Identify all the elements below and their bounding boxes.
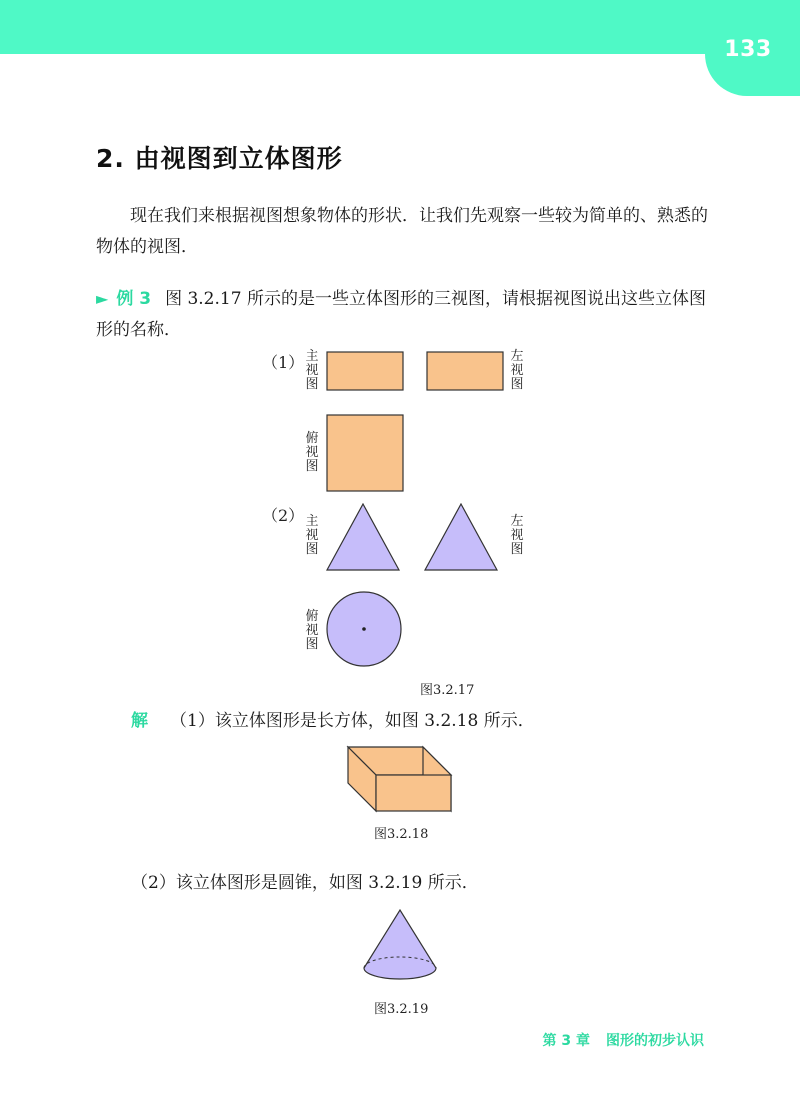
label-char: 主	[305, 349, 319, 364]
solution-label: 解	[131, 711, 148, 731]
label-char: 图	[305, 459, 319, 474]
figure-3-2-18-caption: 图3.2.18	[374, 827, 429, 842]
chapter-footer	[500, 1030, 704, 1050]
top-view-circle	[325, 590, 403, 668]
figure-3-2-17-caption: 图3.2.17	[420, 683, 475, 698]
label-char: 图	[305, 637, 319, 652]
top-view-label-2	[303, 610, 321, 652]
label-char: 左	[510, 349, 524, 364]
label-char: 图	[510, 377, 524, 392]
page-number: 133	[724, 37, 772, 62]
part2-label: （2）	[262, 506, 305, 525]
figure-3-2-19-caption: 图3.2.19	[374, 1002, 429, 1017]
intro-paragraph: 现在我们来根据视图想象物体的形状．让我们先观察一些较为简单的、熟悉的物体的视图．	[96, 206, 708, 257]
left-view-label-2	[508, 515, 526, 557]
section-title: 2. 由视图到立体图形	[96, 144, 343, 173]
label-char: 俯	[305, 431, 319, 446]
label-char: 图	[510, 542, 524, 557]
label-char: 视	[305, 623, 319, 638]
cone-figure	[360, 906, 440, 986]
footer-title: 图形的初步认识	[606, 1033, 704, 1049]
label-char: 俯	[305, 609, 319, 624]
header-band	[0, 0, 800, 54]
solution-part1	[131, 706, 535, 731]
part1-label: （1）	[262, 353, 305, 372]
front-view-triangle	[325, 503, 401, 571]
label-char: 视	[510, 528, 524, 543]
label-char: 图	[305, 377, 319, 392]
label-char: 视	[305, 445, 319, 460]
example-label: 例 3	[116, 289, 152, 309]
top-view-square	[326, 414, 404, 492]
footer-chapter: 第 3 章	[542, 1033, 590, 1049]
label-char: 视	[305, 363, 319, 378]
example-paragraph	[96, 283, 720, 346]
solution-part2: （2）该立体图形是圆锥，如图 3.2.19 所示．	[131, 873, 479, 893]
front-view-label-2	[303, 515, 321, 557]
left-view-label-1	[508, 350, 526, 392]
front-view-label-1	[303, 350, 321, 392]
cuboid-figure	[346, 744, 454, 814]
left-view-triangle	[423, 503, 499, 571]
example-arrow-icon: ►	[96, 289, 109, 308]
front-view-rectangle	[326, 351, 404, 391]
top-view-label-1	[303, 432, 321, 474]
solution-part1-text: （1）该立体图形是长方体，如图 3.2.18 所示．	[170, 711, 535, 731]
label-char: 图	[305, 542, 319, 557]
label-char: 视	[305, 528, 319, 543]
example-text: 图 3.2.17 所示的是一些立体图形的三视图，请根据视图说出这些立体图形的名称．	[96, 289, 706, 340]
label-char: 主	[305, 514, 319, 529]
label-char: 视	[510, 363, 524, 378]
label-char: 左	[510, 514, 524, 529]
left-view-rectangle	[426, 351, 504, 391]
